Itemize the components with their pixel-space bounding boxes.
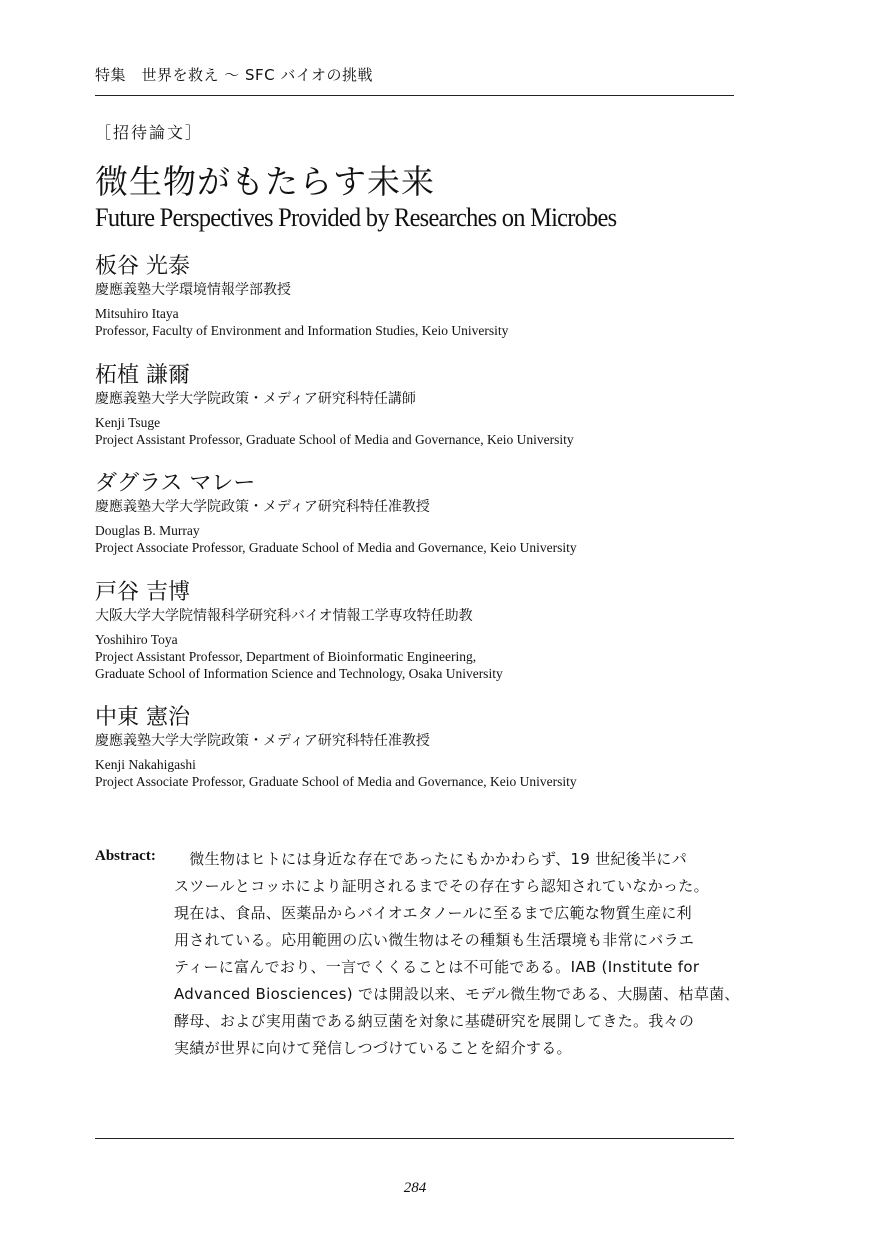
author-name-en: Yoshihiro Toya [95,632,178,647]
author-block [95,705,577,790]
abstract-line: 微生物はヒトには身近な存在であったにもかかわらず、19 世紀後半にパ [174,850,688,868]
author-block [95,471,577,556]
title-english: Future Perspectives Provided by Researches on Microbes [95,203,617,232]
author-name-ja: 中東 憲治 [95,705,190,730]
title-japanese: 微生物がもたらす未来 [95,162,435,201]
author-name-ja: ダグラス マレー [95,471,256,496]
author-affiliation-ja: 慶應義塾大学大学院政策・メディア研究科特任准教授 [95,499,430,515]
author-name-en: Douglas B. Murray [95,523,200,538]
article-category: ［招待論文］ [95,123,204,142]
author-name-en: Kenji Nakahigashi [95,757,196,772]
abstract-line: 実績が世界に向けて発信しつづけていることを紹介する。 [174,1039,572,1057]
author-affiliation-ja: 慶應義塾大学大学院政策・メディア研究科特任准教授 [95,733,430,749]
author-affiliation-en: Project Associate Professor, Graduate School of Media and Governance, Keio University [95,774,577,789]
author-affiliation-en: Project Associate Professor, Graduate School of Media and Governance, Keio University [95,540,577,555]
author-name-ja: 柘植 謙爾 [95,363,190,388]
author-name-en: Mitsuhiro Itaya [95,306,179,321]
page-number: 284 [403,1180,427,1196]
author-block [95,254,508,339]
author-name-ja: 板谷 光泰 [95,254,190,279]
author-affiliation-en: Project Assistant Professor, Graduate School of Media and Governance, Keio University [95,432,574,447]
author-affiliation-en: Professor, Faculty of Environment and Information Studies, Keio University [95,323,509,338]
abstract-line: 酵母、および実用菌である納豆菌を対象に基礎研究を展開してきた。我々の [174,1012,695,1030]
author-block [95,363,574,448]
author-block [95,580,503,682]
author-affiliation-en: Project Assistant Professor, Department of Bioinformatic Engineering, [95,649,477,664]
author-affiliation-en: Graduate School of Information Science and Technology, Osaka University [95,666,503,681]
abstract-line: Advanced Biosciences) では開設以来、モデル微生物である、大腸菌、枯草菌、 [174,985,740,1003]
abstract-line: ティーに富んでおり、一言でくくることは不可能である。IAB (Institute for [174,958,700,976]
author-name-en: Kenji Tsuge [95,415,161,430]
running-header: 特集 世界を救え 〜 SFC バイオの挑戦 [95,66,373,84]
abstract-body [174,846,740,1062]
header-rule [95,95,734,96]
abstract-label: Abstract: [95,848,156,864]
author-affiliation-ja: 慶應義塾大学大学院政策・メディア研究科特任講師 [95,391,416,407]
author-affiliation-ja: 大阪大学大学院情報科学研究科バイオ情報工学専攻特任助教 [95,608,473,624]
abstract-line: 現在は、食品、医薬品からバイオエタノールに至るまで広範な物質生産に利 [174,904,692,922]
abstract-line: 用されている。応用範囲の広い微生物はその種類も生活環境も非常にバラエ [174,931,695,949]
abstract-line: スツールとコッホにより証明されるまでその存在すら認知されていなかった。 [174,877,709,895]
author-affiliation-ja: 慶應義塾大学環境情報学部教授 [95,282,291,298]
author-name-ja: 戸谷 吉博 [95,580,190,605]
footer-rule [95,1138,734,1139]
